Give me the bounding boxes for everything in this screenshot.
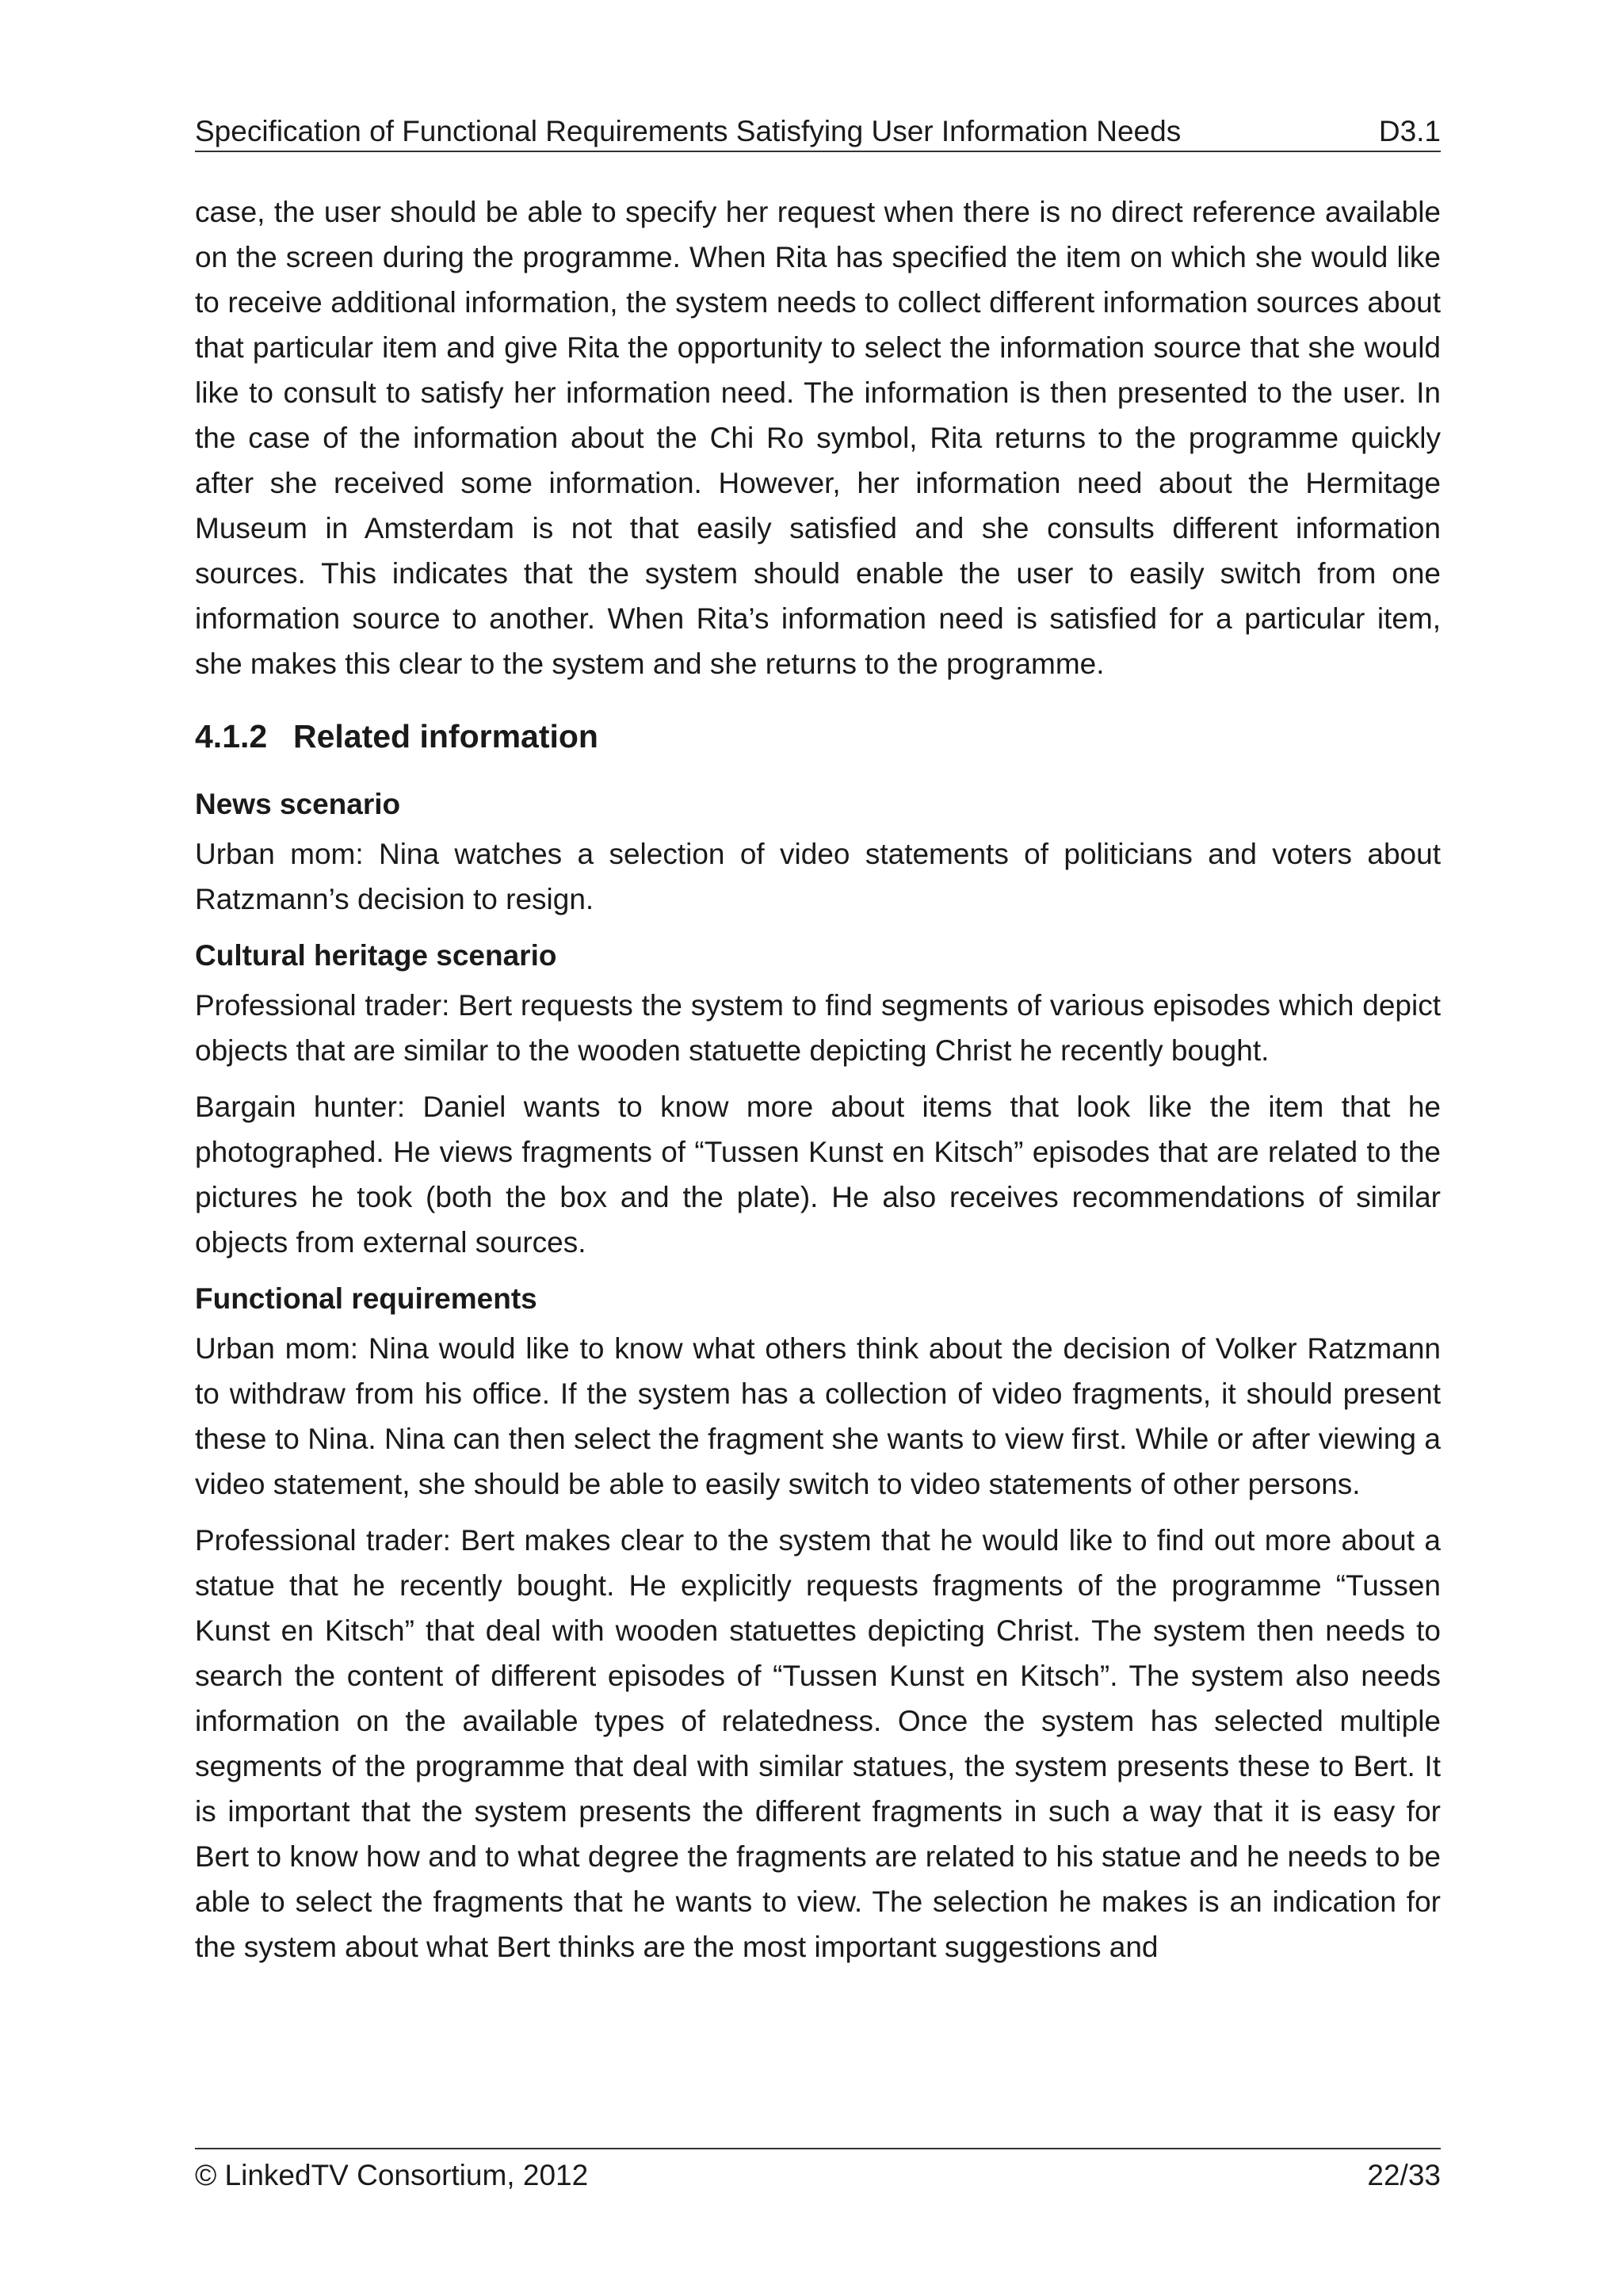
heritage-paragraph-bargain: Bargain hunter: Daniel wants to know more about items that look like the item that he photographed. He views fragments of “Tussen Kunst en Kitsch” episodes that are related to the pictures he took (both the box and the plate). He also receives recommendations of similar objects from external sources. xyxy=(195,1091,1441,1259)
intro-paragraph: case, the user should be able to specify her request when there is no direct reference available on the screen during the programme. When Rita has specified the item on which she would like to receive additional information, the system needs to collect different information sources about that particular item and give Rita the opportunity to select the information source that she would like to consult to satisfy her information need. The information is then presented to the user. In the case of the information about the Chi Ro symbol, Rita returns to the programme quickly after she received some information. However, her information need about the Hermitage Museum in Amsterdam is not that easily satisfied and she consults different information sources. This indicates that the system should enable the user to easily switch from one information source to another. When Rita’s information need is satisfied for a particular item, she makes this clear to the system and she returns to the programme. xyxy=(195,196,1441,680)
page-footer xyxy=(195,2148,1441,2195)
functional-requirements-heading: Functional requirements xyxy=(195,1282,537,1315)
page-header xyxy=(195,113,1441,152)
header-title: Specification of Functional Requirements Satisfying User Information Needs xyxy=(195,115,1182,147)
section-heading xyxy=(195,713,1441,759)
footer-page-number: 22/33 xyxy=(1367,2159,1441,2191)
header-doc-id: D3.1 xyxy=(1378,115,1441,147)
heritage-scenario-heading: Cultural heritage scenario xyxy=(195,939,557,972)
heritage-paragraph-trader: Professional trader: Bert requests the system to find segments of various episodes which depict objects that are similar to the wooden statuette depicting Christ he recently bought. xyxy=(195,989,1441,1067)
footer-copyright: © LinkedTV Consortium, 2012 xyxy=(195,2159,589,2191)
document-page xyxy=(195,0,1441,2296)
functional-paragraph-urban-mom: Urban mom: Nina would like to know what others think about the decision of Volker Ratzmann to withdraw from his office. If the system has a collection of video fragments, it should present these to Nina. Nina can then select the fragment she wants to view first. While or after viewing a video statement, she should be able to easily switch to video statements of other persons. xyxy=(195,1332,1441,1500)
functional-paragraph-trader: Professional trader: Bert makes clear to the system that he would like to find out more about a statue that he recently bought. He explicitly requests fragments of the programme “Tussen Kunst en Kitsch” that deal with wooden statuettes depicting Christ. The system then needs to search the content of different episodes of “Tussen Kunst en Kitsch”. The system also needs information on the available types of relatedness. Once the system has selected multiple segments of the programme that deal with similar statues, the system presents these to Bert. It is important that the system presents the different fragments in such a way that it is easy for Bert to know how and to what degree the fragments are related to his statue and he needs to be able to select the fragments that he wants to view. The selection he makes is an indication for the system about what Bert thinks are the most important suggestions and xyxy=(195,1524,1441,1963)
news-scenario-heading: News scenario xyxy=(195,788,401,820)
section-number: 4.1.2 xyxy=(195,718,268,755)
section-title: Related information xyxy=(293,718,598,755)
news-scenario-paragraph: Urban mom: Nina watches a selection of video statements of politicians and voters about Ratzmann’s decision to resign. xyxy=(195,838,1441,915)
page-content xyxy=(195,189,1441,1969)
